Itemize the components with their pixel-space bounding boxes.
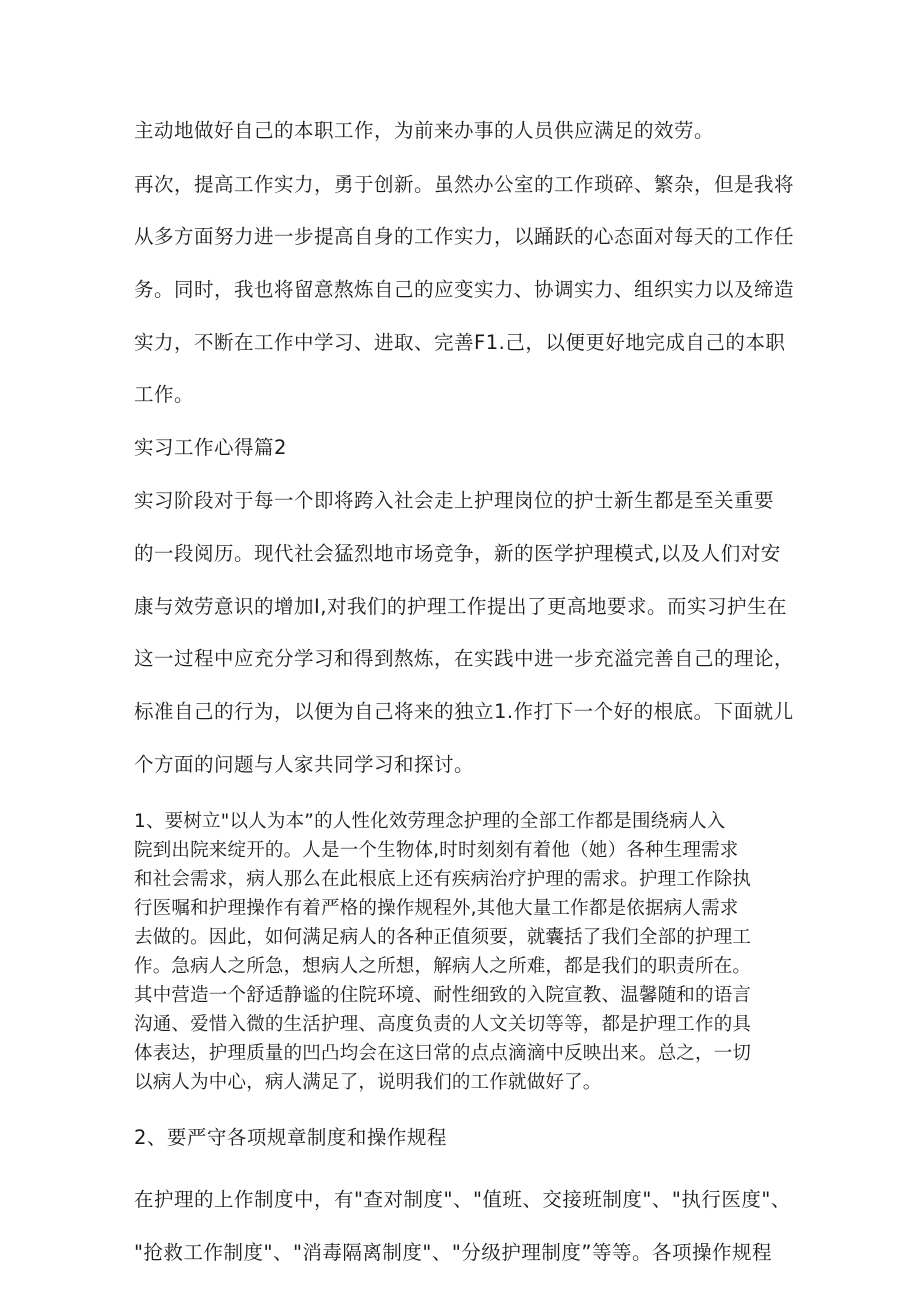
paragraph-line: 标准自己的行为，以便为自己将来的独立1.作打下一个好的根底。下面就儿 (134, 700, 794, 723)
paragraph-line: 1、要树立"以人为本”的人性化效劳理念护理的全部工作都是围绕病人入 (134, 811, 726, 832)
paragraph-line: 去做的。因此，如何满足病人的各种正值须要，就囊括了我们全部的护理工 (134, 927, 752, 948)
paragraph-line: 实习阶段对于每一个即将跨入社会走上护理岗位的护士新生都是至关重要 (134, 489, 775, 512)
paragraph-line: 的一段阅历。现代社会猛烈地市场竞争，新的医学护理模式,以及人们对安 (134, 542, 781, 565)
paragraph-line: 再次，提高工作实力，勇于创新。虽然办公室的工作琐碎、繁杂，但是我将 (134, 173, 795, 196)
paragraph-line: 主动地做好自己的本职工作，为前来办事的人员供应满足的效劳。 (134, 119, 715, 142)
paragraph-line: 康与效劳意识的增加I,对我们的护理工作提出了更高地要求。而实习护生在 (134, 595, 787, 618)
paragraph-line: 个方面的问题与人家共同学习和探讨。 (134, 753, 475, 776)
paragraph-line: 这一过程中应充分学习和得到熬炼，在实践中进一步充溢完善自己的理论， (134, 647, 795, 670)
paragraph-line: 从多方面努力进一步提高自身的工作实力，以踊跃的心态面对每天的工作任 (134, 225, 795, 248)
paragraph-line: 体表达，护理质量的凹凸均会在这曰常的点点滴滴中反映出来。总之，一切 (134, 1043, 752, 1064)
paragraph-line: 和社会需求，病人那么在此根底上还有疾病治疗护理的需求。护理工作除执 (134, 869, 752, 890)
paragraph-line: 作。急病人之所急，想病人之所想，解病人之所难，都是我们的职责所在。 (134, 956, 752, 977)
paragraph-line: 在护理的上作制度中，有"查对制度"、"值班、交接班制度"、"执行医度"、 (134, 1188, 791, 1211)
paragraph-line: 以病人为中心，病人满足了，说明我们的工作就做好了。 (134, 1072, 602, 1093)
paragraph-line: 务。同时，我也将留意熬炼自己的应变实力、协调实力、组织实力以及缔造 (134, 278, 795, 301)
paragraph-line: 行医嘱和护理操作有着严格的操作规程外,其他大量工作都是依据病人需求 (134, 898, 739, 919)
paragraph-line: 院到出院来绽开的。人是一个生物体,时时刻刻有着他（她）各种生理需求 (134, 840, 739, 861)
section-heading: 2、要严守各项规章制度和操作规程 (134, 1126, 447, 1149)
paragraph-line: 沟通、爱惜入微的生活护理、高度负责的人文关切等等，都是护理工作的具 (134, 1014, 752, 1035)
paragraph-line: 工作。 (134, 383, 195, 406)
paragraph-line: 其中营造一个舒适静谧的住院环境、耐性细致的入院宣教、温馨随和的语言 (134, 985, 752, 1006)
paragraph-line: "抢救工作制度"、"消毒隔离制度"、"分级护理制度”等等。各项操作规程 (134, 1241, 772, 1264)
paragraph-line: 实力，不断在工作中学习、进取、完善F1.己，以便更好地完成自己的本职 (134, 331, 786, 354)
section-heading: 实习工作心得篇2 (134, 436, 287, 459)
